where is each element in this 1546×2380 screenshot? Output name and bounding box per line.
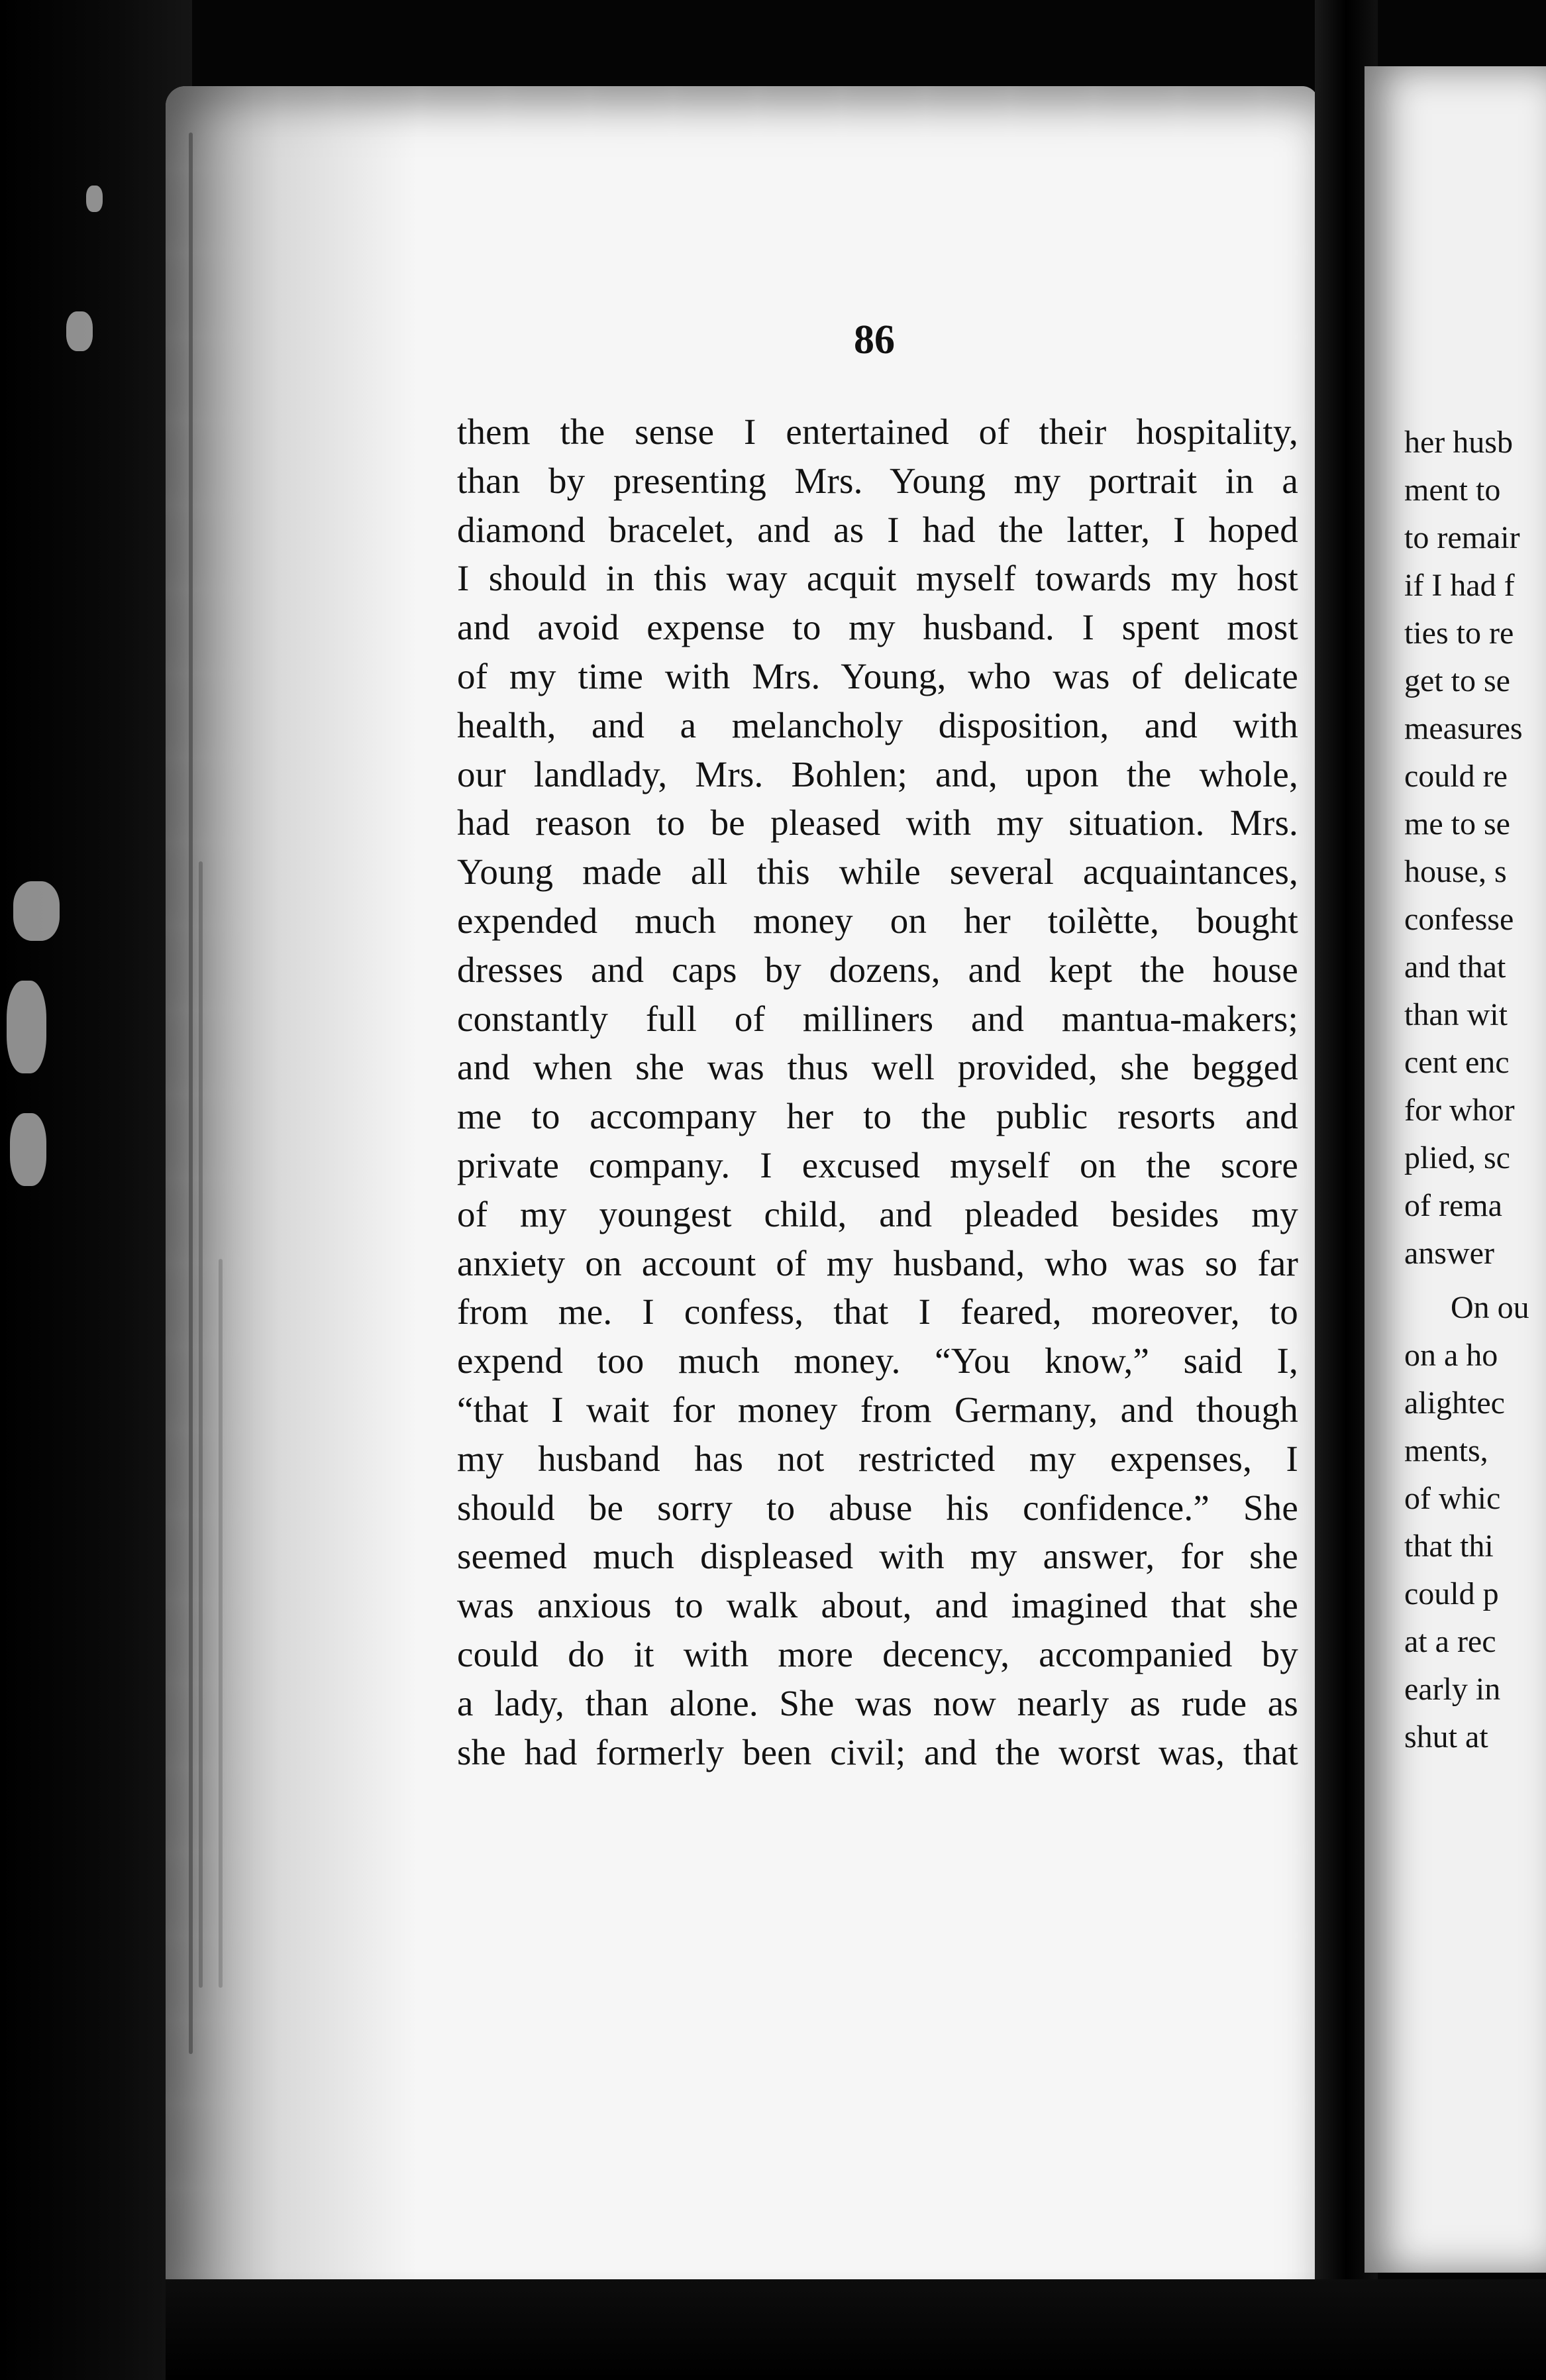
text-line: and when she was thus well provided, she begged <box>457 1047 1298 1088</box>
facing-text-line: alightec <box>1404 1385 1505 1421</box>
facing-text-line: could re <box>1404 759 1508 794</box>
damage-spot <box>66 311 93 351</box>
text-line: constantly full of milliners and mantua-makers; <box>457 998 1298 1039</box>
damage-spot <box>86 186 103 212</box>
facing-text-line: ments, <box>1404 1433 1488 1468</box>
facing-text-line: ties to re <box>1404 616 1514 651</box>
book-cover-edge <box>0 0 192 2380</box>
text-line: of my time with Mrs. Young, who was of delicate <box>457 655 1298 696</box>
text-line: health, and a melancholy disposition, and with <box>457 704 1298 745</box>
facing-text-line: confesse <box>1404 902 1514 937</box>
text-line: she had formerly been civil; and the worst was, that <box>457 1731 1298 1772</box>
text-line: private company. I excused myself on the score <box>457 1144 1298 1185</box>
text-line: than by presenting Mrs. Young my portrait in a <box>457 460 1298 501</box>
text-line: I should in this way acquit myself towards my host <box>457 558 1298 599</box>
scan-bottom-edge <box>166 2279 1546 2380</box>
facing-text-line: early in <box>1404 1672 1501 1707</box>
text-line: expended much money on her toilètte, bought <box>457 900 1298 941</box>
text-line: me to accompany her to the public resorts and <box>457 1096 1298 1137</box>
page-crack <box>199 861 203 1988</box>
text-line: dresses and caps by dozens, and kept the house <box>457 949 1298 990</box>
facing-text-line: On ou <box>1451 1290 1529 1325</box>
facing-text-line: on a ho <box>1404 1338 1498 1373</box>
text-line: Young made all this while several acquaintances, <box>457 851 1298 892</box>
facing-text-line: answer <box>1404 1236 1494 1271</box>
text-line: of my youngest child, and pleaded besides my <box>457 1193 1298 1234</box>
facing-text-line: shut at <box>1404 1719 1488 1755</box>
text-line: had reason to be pleased with my situation. Mrs. <box>457 802 1298 843</box>
text-line: seemed much displeased with my answer, for she <box>457 1536 1298 1577</box>
facing-text-line: that thi <box>1404 1529 1494 1564</box>
damage-spot <box>13 881 60 941</box>
facing-text-line: for whor <box>1404 1093 1515 1128</box>
facing-text-line: measures <box>1404 711 1523 746</box>
text-line: a lady, than alone. She was now nearly as rude as <box>457 1682 1298 1723</box>
text-line: diamond bracelet, and as I had the latter, I hoped <box>457 509 1298 550</box>
text-line: them the sense I entertained of their hospitality, <box>457 411 1298 452</box>
facing-text-line: ment to <box>1404 472 1501 508</box>
facing-text-line: plied, sc <box>1404 1140 1510 1175</box>
facing-text-line: at a rec <box>1404 1624 1496 1659</box>
facing-text-line: if I had f <box>1404 568 1515 603</box>
facing-text-line: of whic <box>1404 1481 1501 1516</box>
text-line: “that I wait for money from Germany, and though <box>457 1389 1298 1430</box>
facing-text-line: cent enc <box>1404 1045 1510 1080</box>
page-number: 86 <box>854 317 895 362</box>
page-crack <box>189 133 193 2054</box>
facing-text-line: could p <box>1404 1576 1499 1611</box>
facing-text-line: house, s <box>1404 854 1507 889</box>
text-line: was anxious to walk about, and imagined that she <box>457 1585 1298 1626</box>
damage-spot <box>7 981 46 1073</box>
text-line: from me. I confess, that I feared, moreover, to <box>457 1291 1298 1332</box>
damage-spot <box>10 1113 46 1186</box>
facing-text-line: me to se <box>1404 806 1510 841</box>
text-line: should be sorry to abuse his confidence.” She <box>457 1487 1298 1528</box>
page-crack <box>219 1259 223 1988</box>
facing-text-line: to remair <box>1404 520 1520 555</box>
facing-text-line: her husb <box>1404 425 1513 460</box>
facing-text-line: of rema <box>1404 1188 1502 1223</box>
facing-text-line: and that <box>1404 949 1506 985</box>
text-line: our landlady, Mrs. Bohlen; and, upon the whole, <box>457 753 1298 794</box>
text-line: my husband has not restricted my expenses, I <box>457 1438 1298 1479</box>
facing-text-line: than wit <box>1404 997 1508 1032</box>
text-line: anxiety on account of my husband, who was so far <box>457 1242 1298 1283</box>
text-line: could do it with more decency, accompanied by <box>457 1633 1298 1674</box>
page-body-text <box>457 407 1298 1776</box>
text-line: expend too much money. “You know,” said I, <box>457 1340 1298 1381</box>
facing-text-line: get to se <box>1404 663 1510 698</box>
text-line: and avoid expense to my husband. I spent most <box>457 607 1298 648</box>
